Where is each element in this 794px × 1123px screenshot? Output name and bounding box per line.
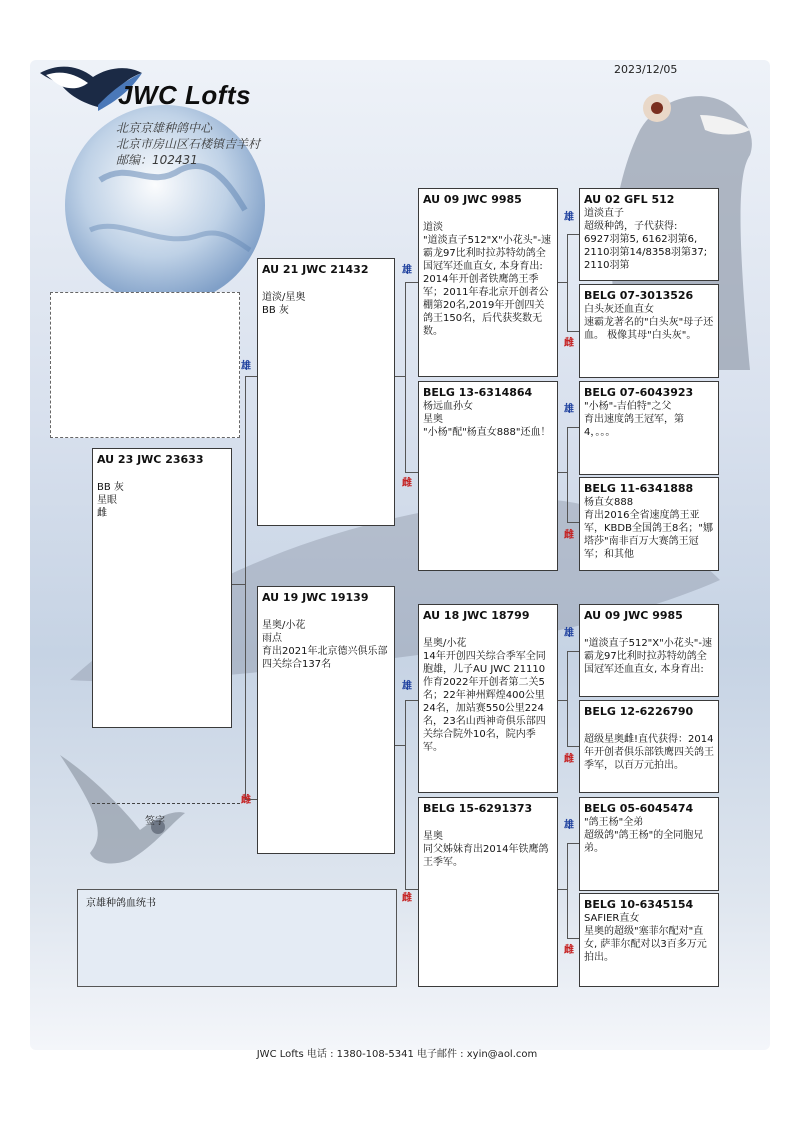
sire-box[interactable] <box>257 258 395 526</box>
ring-number: AU 02 GFL 512 <box>584 193 675 206</box>
connector-line <box>405 282 418 283</box>
dss-box[interactable] <box>579 604 719 697</box>
connector-line <box>232 584 246 585</box>
ring-number: AU 21 JWC 21432 <box>262 263 369 276</box>
bird-details: 白头灰还血直女 速霸龙著名的"白头灰"母子还血。 极像其母"白头灰"。 <box>584 304 714 341</box>
bird-details: "鸽王杨"全弟 超级鸽"鸽王杨"的全同胞兄弟。 <box>584 817 704 854</box>
ring-number: BELG 13-6314864 <box>423 386 533 399</box>
female-marker: 雌 <box>564 338 574 349</box>
photo-placeholder[interactable] <box>50 292 240 438</box>
ring-number: AU 18 JWC 18799 <box>423 609 530 622</box>
sss-box[interactable] <box>579 188 719 281</box>
dam-dam-box[interactable] <box>418 797 558 987</box>
male-marker: 雄 <box>564 212 574 223</box>
signature-label: 签字 <box>145 816 165 827</box>
footer-contact: JWC Lofts 电话 : 1380-108-5341 电子邮件 : xyin@aol.com <box>256 1049 538 1060</box>
bird-details: 超级星奥雌!直代获得：2014年开创者俱乐部铁鹰四关鸽王季军，以百万元拍出。 <box>584 734 714 771</box>
connector-line <box>567 651 568 747</box>
dds-box[interactable] <box>579 797 719 891</box>
address-line: 北京京雄种鸽中心 <box>116 121 213 135</box>
ring-number: BELG 11-6341888 <box>584 482 694 495</box>
connector-line <box>567 427 579 428</box>
connector-line <box>567 651 579 652</box>
address-block <box>116 120 260 168</box>
bird-details: 道淡直子 超级种鸽，子代获得: 6927羽第5, 6162羽第6, 2110羽第14/8358羽第37; 2110羽第 <box>584 208 708 271</box>
sds-box[interactable] <box>579 381 719 475</box>
ring-number: AU 09 JWC 9985 <box>423 193 522 206</box>
bird-details: 星奥 同父姊妹育出2014年铁鹰鸽王季军。 <box>423 831 549 868</box>
brand-name: JWC Lofts <box>118 80 252 110</box>
connector-line <box>567 522 579 523</box>
ssd-box[interactable] <box>579 284 719 378</box>
ring-number: AU 19 JWC 19139 <box>262 591 369 604</box>
ring-number: AU 09 JWC 9985 <box>584 609 683 622</box>
male-marker: 雄 <box>564 404 574 415</box>
female-marker: 雌 <box>241 795 251 806</box>
bird-details: 星奥/小花 雨点 育出2021年北京德兴俱乐部四关综合137名 <box>262 620 388 670</box>
ring-number: BELG 07-6043923 <box>584 386 694 399</box>
connector-line <box>567 843 579 844</box>
female-marker: 雌 <box>402 893 412 904</box>
female-marker: 雌 <box>564 945 574 956</box>
dam-sire-box[interactable] <box>418 604 558 793</box>
male-marker: 雄 <box>402 681 412 692</box>
bird-details: BB 灰 星眼 雌 <box>97 482 124 519</box>
ddd-box[interactable] <box>579 893 719 987</box>
connector-line <box>405 282 406 473</box>
certificate-label: 京雄种鸽血统书 <box>86 898 156 909</box>
dsd-box[interactable] <box>579 700 719 793</box>
connector-line <box>405 700 418 701</box>
connector-line <box>567 331 579 332</box>
male-marker: 雄 <box>241 361 251 372</box>
bird-details: 杨远血孙女 星奥 "小杨"配"杨直女888"还血！ <box>423 401 551 438</box>
connector-line <box>567 234 579 235</box>
female-marker: 雌 <box>564 530 574 541</box>
connector-line <box>245 376 246 800</box>
connector-line <box>405 889 418 890</box>
connector-line <box>567 746 579 747</box>
sdd-box[interactable] <box>579 477 719 571</box>
ring-number: BELG 15-6291373 <box>423 802 533 815</box>
connector-line <box>567 234 568 332</box>
connector-line <box>567 427 568 523</box>
connector-line <box>405 472 418 473</box>
address-line: 北京市房山区石楼镇吉羊村 <box>116 137 261 151</box>
signature-line <box>92 803 240 804</box>
certificate-panel <box>77 889 397 987</box>
ring-number: BELG 12-6226790 <box>584 705 694 718</box>
connector-line <box>567 938 579 939</box>
connector-line <box>245 376 257 377</box>
connector-line <box>567 843 568 939</box>
sire-sire-box[interactable] <box>418 188 558 377</box>
female-marker: 雌 <box>402 478 412 489</box>
bird-details: "道淡直子512"X"小花头"-速霸龙97比利时拉苏特幼鸽全国冠军还血直女, 本身育出: <box>584 638 712 675</box>
ring-number: BELG 07-3013526 <box>584 289 694 302</box>
connector-line <box>405 700 406 890</box>
sire-dam-box[interactable] <box>418 381 558 571</box>
female-marker: 雌 <box>564 754 574 765</box>
ring-number: AU 23 JWC 23633 <box>97 453 204 466</box>
male-marker: 雄 <box>564 820 574 831</box>
address-line: 邮编：102431 <box>116 153 198 167</box>
ring-number: BELG 05-6045474 <box>584 802 694 815</box>
subject-box[interactable] <box>92 448 232 728</box>
ring-number: BELG 10-6345154 <box>584 898 694 911</box>
bird-details: 道淡/星奥 BB 灰 <box>262 292 306 316</box>
bird-details: 杨直女888 育出2016全省速度鸽王亚军，KBDB全国鸽王8名；"娜塔莎"南非百万大赛鸽王冠军；和其他 <box>584 497 713 560</box>
date-label: 2023/12/05 <box>614 63 678 76</box>
bird-details: 星奥/小花 14年开创四关综合季军全同胞雄，儿子AU JWC 21110 作育2022年开创者第二关5名；22年神州辉煌400公里24名，加站赛550公里224名，23名山西神奇俱乐部四关综合院外10名，院内季军。 <box>423 638 546 753</box>
flying-pigeon-photo <box>50 735 190 875</box>
male-marker: 雄 <box>564 628 574 639</box>
bird-details: 道淡 "道淡直子512"X"小花头"-速霸龙97比利时拉苏特幼鸽全国冠军还血直女, 本身育出: 2014年开创者铁鹰鸽王季军；2011年春北京开创者公棚第20名,2019年开创四关鸽王150名，后代获奖数无数。 <box>423 222 551 337</box>
male-marker: 雄 <box>402 265 412 276</box>
bird-details: SAFIER直女 星奥的超级"塞菲尔配对"直女, 萨菲尔配对以3百多万元拍出。 <box>584 913 707 963</box>
dam-box[interactable] <box>257 586 395 854</box>
bird-details: "小杨"-吉伯特"之父 育出速度鸽王冠军，第4，。。。 <box>584 401 684 438</box>
